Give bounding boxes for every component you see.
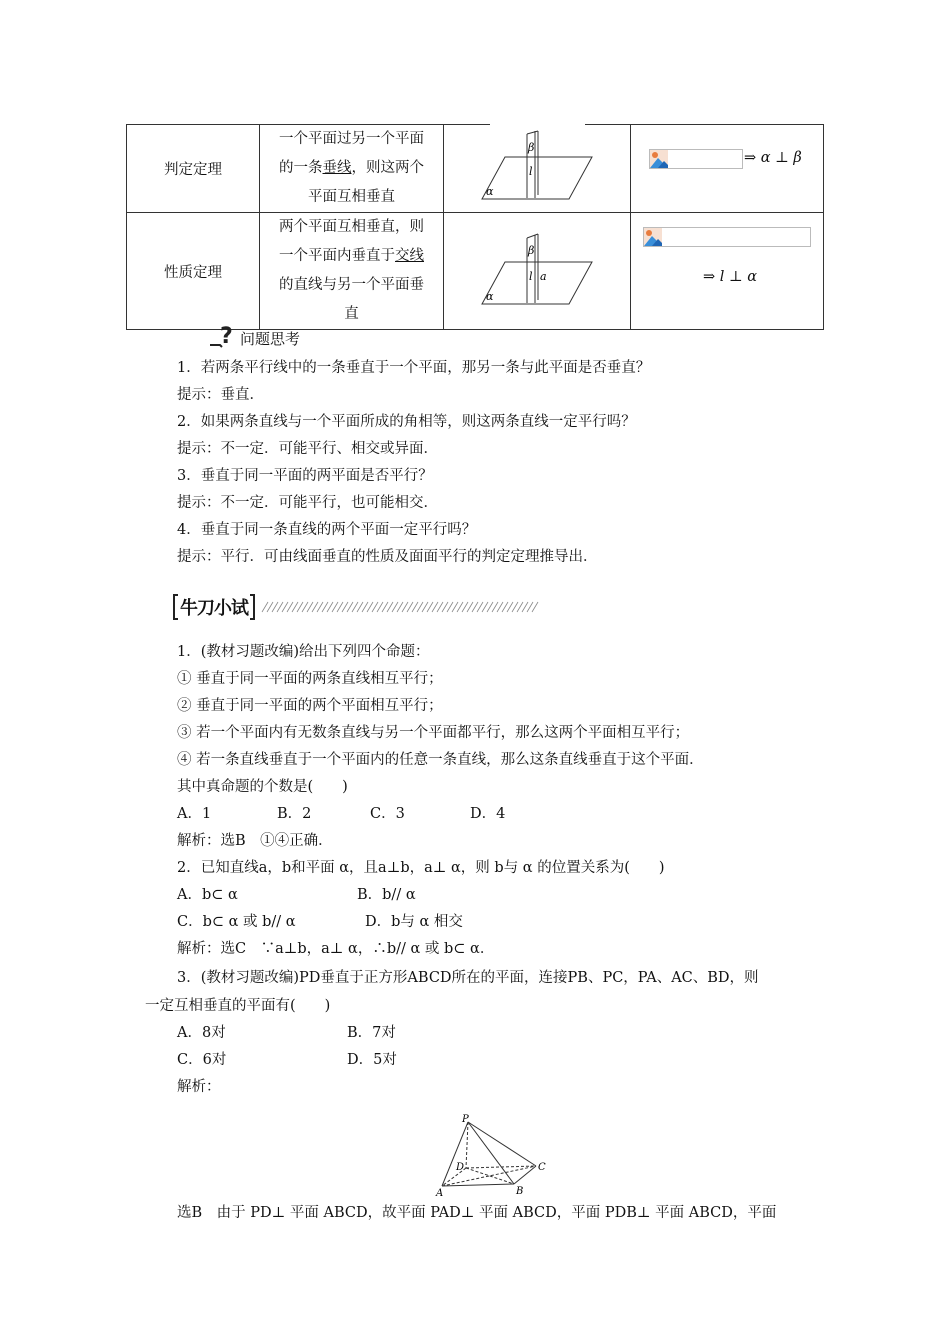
solution-label: 解析： <box>177 1079 221 1095</box>
question-stem: 3．(教材习题改编)PD垂直于正方形ABCD所在的平面，连接PB、PC，PA、AC、BD，则 <box>177 970 759 986</box>
thinking-answer: 提示：不一定．可能平行、相交或异面． <box>177 441 438 457</box>
options-row <box>177 910 577 930</box>
figure-label: D <box>456 1162 465 1173</box>
option: D．4 <box>470 806 506 822</box>
proposition: ③ 若一个平面内有无数条直线与另一个平面都平行，那么这两个平面相互平行； <box>177 725 690 741</box>
thinking-question: 3．垂直于同一平面的两平面是否平行？ <box>177 468 433 484</box>
thinking-question: 2．如果两条直线与一个平面所成的角相等，则这两条直线一定平行吗？ <box>177 414 636 430</box>
image-placeholder-icon <box>644 228 662 246</box>
theorem-figure <box>444 125 631 213</box>
svg-text:?: ? <box>220 325 233 349</box>
theorem-formula <box>631 125 824 213</box>
top-gap <box>490 120 585 128</box>
question-stem: 一定互相垂直的平面有( ) <box>145 998 331 1014</box>
thinking-answer: 提示：不一定．可能平行，也可能相交． <box>177 495 438 511</box>
theorem-figure <box>444 213 631 330</box>
question-stem: 1．(教材习题改编)给出下列四个命题： <box>177 644 430 660</box>
figure-label: A <box>436 1188 444 1199</box>
thinking-title: 问题思考 <box>240 330 301 348</box>
theorem-formula <box>631 213 824 330</box>
figure-label: B <box>516 1186 524 1197</box>
options-row <box>177 802 577 822</box>
solution: 解析：选C ∵a⊥b，a⊥ α，∴b// α 或 b⊂ α． <box>177 941 495 957</box>
figure-label: l <box>529 270 533 283</box>
thinking-answer: 提示：平行．可由线面垂直的性质及面面平行的判定定理推导出． <box>177 549 598 565</box>
formula-text: ⇒ l ⊥ α <box>703 269 758 285</box>
question-ask: 其中真命题的个数是( ) <box>177 779 348 795</box>
perpendicular-planes-figure <box>477 129 597 209</box>
formula-image <box>649 149 743 169</box>
formula-image <box>643 227 811 247</box>
theorem-name: 判定定理 <box>127 125 260 213</box>
option: C．b⊂ α 或 b// α <box>177 914 296 930</box>
answer-text: 选B 由于 PD⊥ 平面 ABCD，故平面 PAD⊥ 平面 ABCD，平面 PDB⊥ 平面 ABCD，平面 <box>177 1205 777 1221</box>
formula-text: ⇒ α ⊥ β <box>744 150 802 166</box>
proposition: ① 垂直于同一平面的两条直线相互平行； <box>177 671 443 687</box>
figure-label: l <box>529 164 533 178</box>
perpendicular-planes-figure <box>477 226 597 316</box>
option: A．8对 <box>177 1025 226 1041</box>
figure-label: α <box>486 184 494 198</box>
solution: 解析：选B ①④正确． <box>177 833 333 849</box>
option: D．5对 <box>347 1052 397 1068</box>
proposition: ④ 若一条直线垂直于一个平面内的任意一条直线，那么这条直线垂直于这个平面． <box>177 752 704 768</box>
option: D．b与 α 相交 <box>365 914 463 930</box>
theorem-description: 两个平面互相垂直，则 一个平面内垂直于交线 的直线与另一个平面垂 直 <box>260 213 444 330</box>
option: B．7对 <box>347 1025 396 1041</box>
thinking-question: 1．若两条平行线中的一条垂直于一个平面，那另一条与此平面是否垂直？ <box>177 360 651 376</box>
thinking-answer: 提示：垂直． <box>177 387 264 403</box>
theorem-name: 性质定理 <box>127 213 260 330</box>
options-row <box>177 1021 577 1041</box>
thinking-question: 4．垂直于同一条直线的两个平面一定平行吗？ <box>177 522 477 538</box>
proposition: ② 垂直于同一平面的两个平面相互平行； <box>177 698 443 714</box>
option: A．1 <box>177 806 212 822</box>
figure-label: α <box>486 290 494 303</box>
underlined-term: 交线 <box>395 248 424 264</box>
options-row <box>177 883 577 903</box>
table-row <box>127 125 824 213</box>
option: B．2 <box>277 806 312 822</box>
practice-title: 牛刀小试 <box>180 598 248 619</box>
question-stem: 2．已知直线a，b和平面 α，且a⊥b，a⊥ α，则 b与 α 的位置关系为( ) <box>177 860 665 876</box>
theorem-description: 一个平面过另一个平面 的一条垂线，则这两个 平面互相垂直 <box>260 125 444 213</box>
table-row <box>127 213 824 330</box>
image-placeholder-icon <box>650 150 668 168</box>
option: A．b⊂ α <box>177 887 238 903</box>
figure-label: C <box>538 1162 546 1173</box>
option: C．3 <box>370 806 405 822</box>
figure-label: a <box>540 270 547 283</box>
option: C．6对 <box>177 1052 227 1068</box>
figure-label: β <box>528 244 535 257</box>
figure-label: β <box>528 140 535 154</box>
pyramid-figure <box>432 1110 552 1200</box>
theorem-table <box>126 124 824 330</box>
options-row <box>177 1048 577 1068</box>
underlined-term: 垂线 <box>322 160 352 176</box>
figure-label: P <box>462 1114 469 1125</box>
option: B．b// α <box>357 887 416 903</box>
